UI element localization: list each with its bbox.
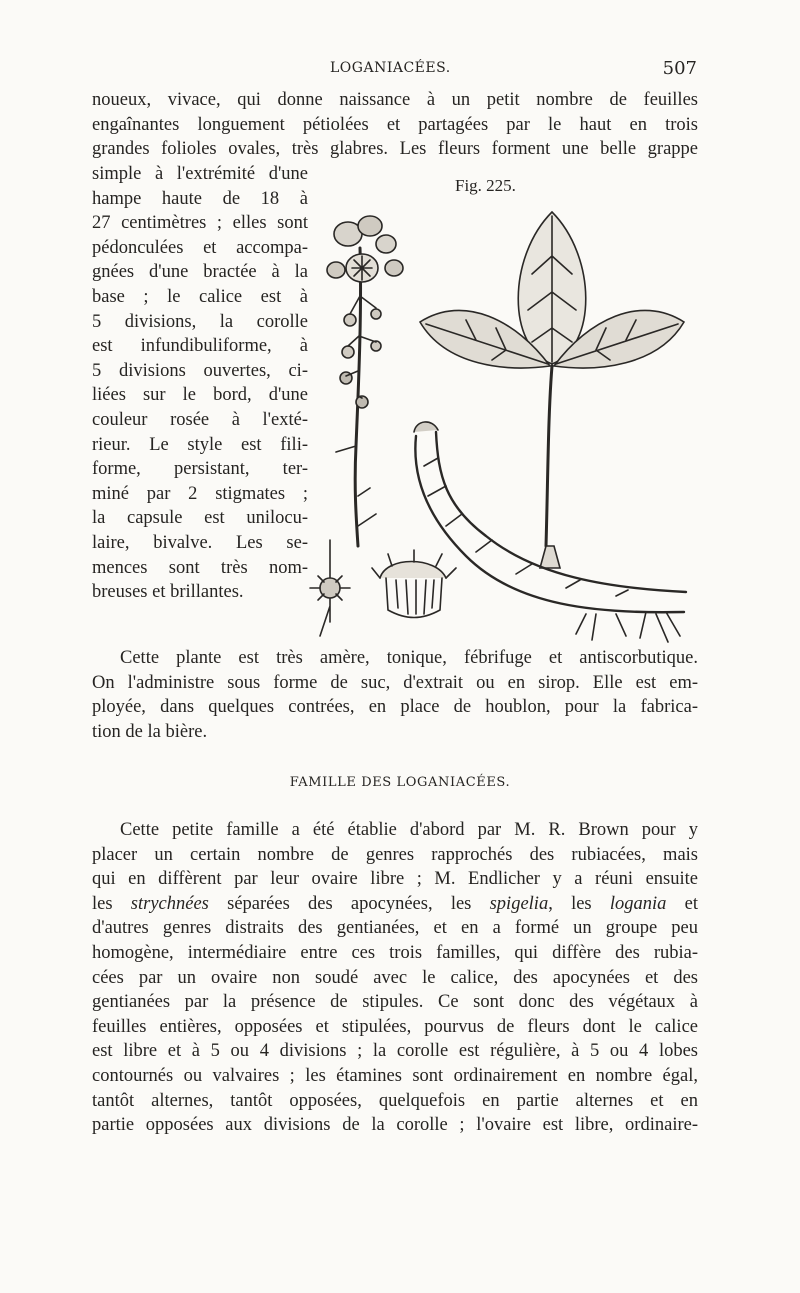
text-line: engaînantes longuement pétiolées et partagées par le haut en trois [92,114,698,135]
text-line: est libre et à 5 ou 4 divisions ; la corolle est régulière, à 5 ou 4 lobes [92,1041,698,1062]
text-line: liées sur le bord, d'une [92,385,308,406]
italic-term-spigelia: spigelia [489,893,549,914]
text-line: qui en diffèrent par leur ovaire libre ; M. Endlicher y a réuni ensuite [92,869,698,890]
text-line: homogène, intermédiaire entre ces trois familles, qui diffère des rubia- [92,942,698,963]
text-line: mences sont très nom- [92,557,308,578]
corolla-detail-drawing [372,550,456,618]
running-head-title: LOGANIACÉES. [330,60,451,76]
text-line: On l'administre sous forme de suc, d'extrait ou en sirop. Elle est em- [92,672,698,693]
section-heading: FAMILLE DES LOGANIACÉES. [289,775,511,790]
text-line: contournés ou valvaires ; les étamines sont ordinairement en nombre égal, [92,1065,698,1086]
text-line: cées par un ovaire non soudé avec le calice, des apocynées et des [92,967,698,988]
text-line: base ; le calice est à [92,286,308,307]
text-fragment: et [666,893,698,914]
text-line: placer un certain nombre de genres rapprochés des rubiacées, mais [92,844,698,865]
text-line: 27 centimètres ; elles sont [92,213,308,234]
text-line: noueux, vivace, qui donne naissance à un petit nombre de feuilles [92,90,698,110]
flower-detail-drawing [310,540,350,636]
text-fragment: séparées des apocynées, les [208,893,490,914]
text-line: ployée, dans quelques contrées, en place de houblon, pour la fabrica- [92,697,698,718]
rhizome-drawing [414,422,686,642]
figure-label: Fig. 225. [455,176,516,195]
text-line: feuilles entières, opposées et stipulées, pourvus de fleurs dont le calice [92,1016,698,1037]
text-line: laire, bivalve. Les se- [92,532,308,553]
text-line-with-italics [92,892,698,917]
trifoliate-leaf-drawing [420,212,684,568]
text-fragment: , les [548,893,610,914]
text-line: Cette plante est très amère, tonique, fébrifuge et antiscorbutique. [120,648,698,668]
italic-term-logania: logania [609,893,667,914]
text-line: partie opposées aux divisions de la corolle ; l'ovaire est libre, ordinaire- [92,1115,698,1136]
paragraph-plant-description-top [92,88,698,162]
page-number: 507 [662,58,697,79]
text-fragment: les [92,893,131,914]
text-line: pédonculées et accompa- [92,237,308,258]
text-line: gnées d'une bractée à la [92,262,308,283]
text-line: la capsule est unilocu- [92,508,308,529]
text-line: miné par 2 stigmates ; [92,483,308,504]
botanical-illustration [296,196,700,646]
text-line: grandes folioles ovales, très glabres. Les fleurs forment une belle grappe [92,139,698,160]
text-line: 5 divisions, la corolle [92,311,308,332]
paragraph-family-description [92,818,698,1138]
running-head [0,58,800,82]
flower-raceme-drawing [327,216,403,546]
paragraph-plant-uses [92,646,698,744]
text-line: tantôt alternes, tantôt opposées, quelquefois en partie alternes et en [92,1090,698,1111]
text-line: est infundibuliforme, à [92,336,308,357]
text-line: gentianées par la présence de stipules. Ce sont donc des végétaux à [92,992,698,1013]
text-line: rieur. Le style est fili- [92,434,308,455]
text-line: d'autres genres distraits des gentianées, et en a formé un groupe peu [92,918,698,939]
text-line: couleur rosée à l'exté- [92,409,308,430]
text-line: simple à l'extrémité d'une [92,164,308,184]
paragraph-plant-description-wrapped [92,162,308,605]
text-line: hampe haute de 18 à [92,188,308,209]
text-line: Cette petite famille a été établie d'abord par M. R. Brown pour y [120,820,698,840]
text-line: breuses et brillantes. [92,582,244,603]
italic-term-strychnees: strychnées [130,893,209,914]
text-line: 5 divisions ouvertes, ci- [92,360,308,381]
text-line: tion de la bière. [92,721,208,742]
text-line: forme, persistant, ter- [92,459,308,480]
